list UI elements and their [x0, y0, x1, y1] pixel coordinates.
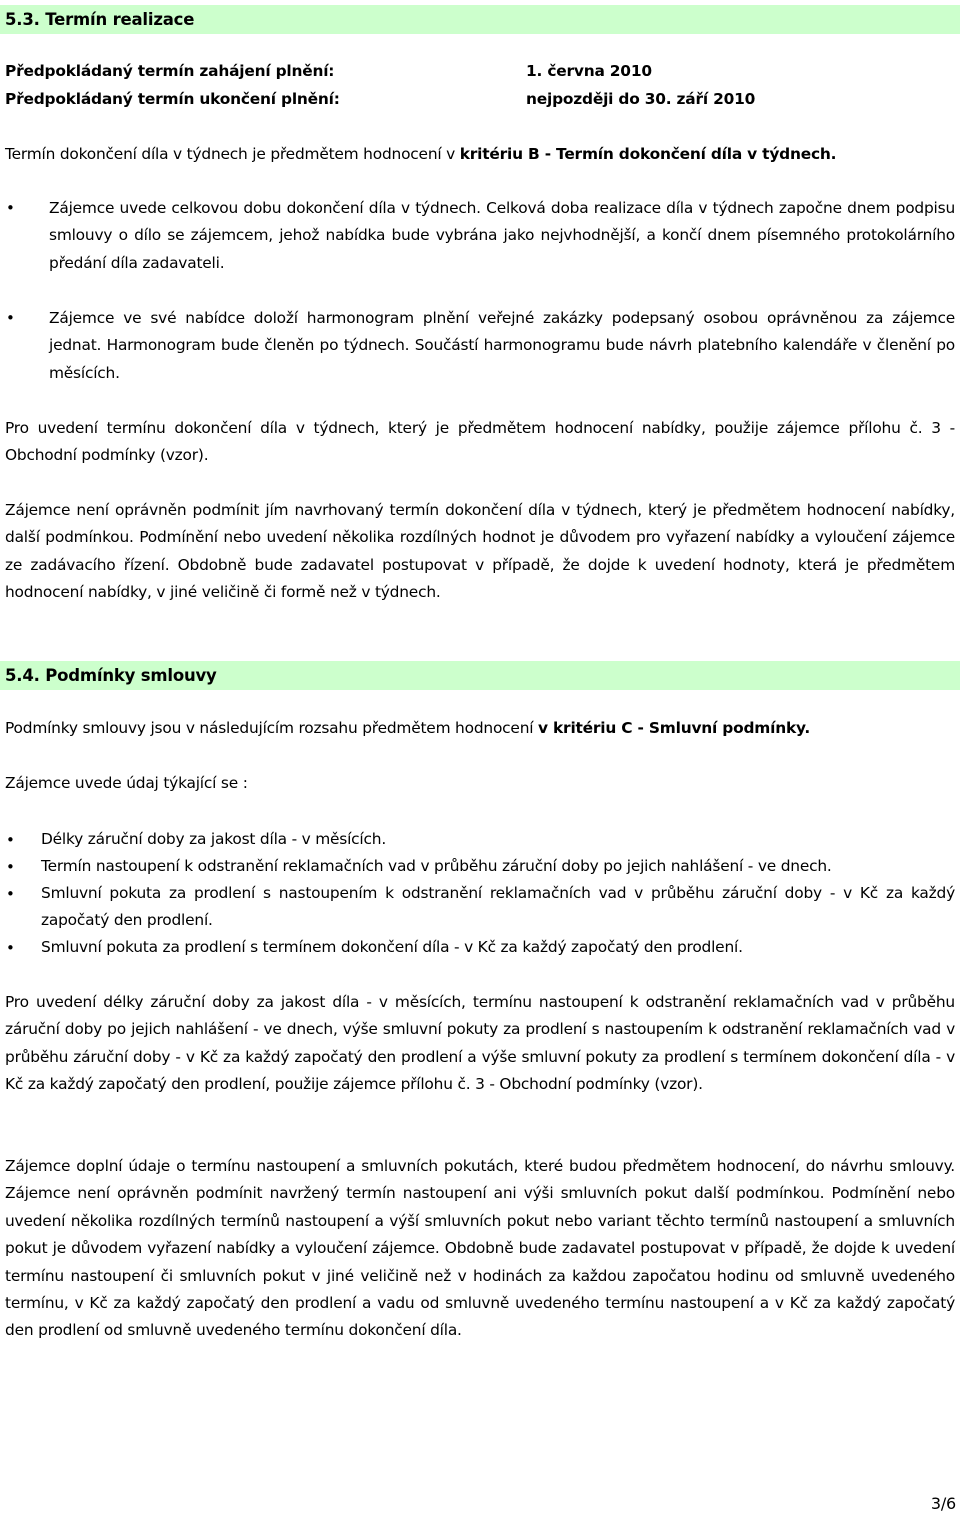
criterion-b-intro-text: Termín dokončení díla v týdnech je předmětem hodnocení v — [5, 145, 460, 163]
bullet-icon: • — [6, 858, 15, 876]
start-date-value: 1. června 2010 — [526, 62, 652, 80]
criterion-c-intro-text: Podmínky smlouvy jsou v následujícím rozsahu předmětem hodnocení — [5, 719, 539, 737]
section-heading-contract: 5.4. Podmínky smlouvy — [0, 661, 960, 690]
end-date-label: Předpokládaný termín ukončení plnění: — [5, 90, 340, 108]
paragraph: Zájemce není oprávněn podmínit jím navrhovaný termín dokončení díla v týdnech, který je předmětem hodnocení nabídky, další podmínkou. Podmínění nebo uvedení několika rozdílných hodnot je důvodem pro vyřazení nabídky a vyloučení zájemce ze zadávacího řízení. Obdobně bude zadavatel postupovat v případě, že dojde k uvedení hodnoty, která je předmětem hodnocení nabídky, v jiné veličině či formě než v týdnech. — [5, 501, 955, 602]
criterion-b-name: kritériu B - Termín dokončení díla v týdnech. — [459, 145, 837, 163]
list-item: Zájemce ve své nabídce doloží harmonogram plnění veřejné zakázky podepsaný osobou oprávněnou za zájemce jednat. Harmonogram bude členěn po týdnech. Součástí harmonogramu bude návrh platebního kalendáře v členění po měsících. — [49, 309, 955, 382]
bullet-icon: • — [6, 199, 15, 217]
list-item: Délky záruční doby za jakost díla - v měsících. — [41, 830, 387, 848]
lead-text: Zájemce uvede údaj týkající se : — [5, 774, 248, 792]
bullet-icon: • — [6, 885, 15, 903]
criterion-c-intro — [5, 719, 810, 737]
page-number: 3/6 — [930, 1494, 956, 1513]
start-date-label: Předpokládaný termín zahájení plnění: — [5, 62, 335, 80]
bullet-icon: • — [6, 831, 15, 849]
paragraph: Pro uvedení termínu dokončení díla v týdnech, který je předmětem hodnocení nabídky, použije zájemce přílohu č. 3 - Obchodní podmínky (vzor). — [5, 419, 955, 465]
list-item: Smluvní pokuta za prodlení s nastoupením k odstranění reklamačních vad v průběhu záruční doby - v Kč za každý započatý den prodlení. — [41, 884, 955, 930]
end-date-value: nejpozději do 30. září 2010 — [526, 90, 756, 108]
list-item: Smluvní pokuta za prodlení s termínem dokončení díla - v Kč za každý započatý den prodlení. — [41, 938, 743, 956]
criterion-c-name: v kritériu C - Smluvní podmínky. — [538, 719, 811, 737]
paragraph: Pro uvedení délky záruční doby za jakost díla - v měsících, termínu nastoupení k odstranění reklamačních vad v průběhu záruční doby po jejich nahlášení - ve dnech, výše smluvní pokuty za prodlení s nastoupením k odstranění reklamačních vad v průběhu záruční doby - v Kč za každý započatý den prodlení a výše smluvní pokuty za prodlení s termínem dokončení díla - v Kč za každý započatý den prodlení, použije zájemce přílohu č. 3 - Obchodní podmínky (vzor). — [5, 993, 955, 1094]
bullet-icon: • — [6, 309, 15, 327]
bullet-icon: • — [6, 939, 15, 957]
paragraph: Zájemce doplní údaje o termínu nastoupení a smluvních pokutách, které budou předmětem hodnocení, do návrhu smlouvy. Zájemce není oprávněn podmínit navržený termín nastoupení ani výši smluvních pokut další podmínkou. Podmínění nebo uvedení několika rozdílných termínů nastoupení a výší smluvních pokut nebo variant těchto termínů nastoupení a smluvních pokut je důvodem vyřazení nabídky a vyloučení zájemce. Obdobně bude zadavatel postupovat v případě, že dojde k uvedení termínu nastoupení či smluvních pokut v jiné veličině než v hodinách za každou započatou hodinu od smluvně uvedeného termínu, v Kč za každý započatý den prodlení a vadu od smluvně uvedeného termínu nastoupení a v Kč za každý započatý den prodlení od smluvně uvedeného termínu dokončení díla. — [5, 1157, 955, 1340]
criterion-b-intro — [5, 145, 836, 163]
list-item: Termín nastoupení k odstranění reklamačních vad v průběhu záruční doby po jejich nahlášení - ve dnech. — [41, 857, 832, 875]
list-item: Zájemce uvede celkovou dobu dokončení díla v týdnech. Celková doba realizace díla v týdnech započne dnem podpisu smlouvy o dílo se zájemcem, jehož nabídka bude vybrána jako nejvhodnější, a končí dnem písemného protokolárního předání díla zadavateli. — [49, 199, 955, 272]
section-heading-terms: 5.3. Termín realizace — [0, 5, 960, 34]
